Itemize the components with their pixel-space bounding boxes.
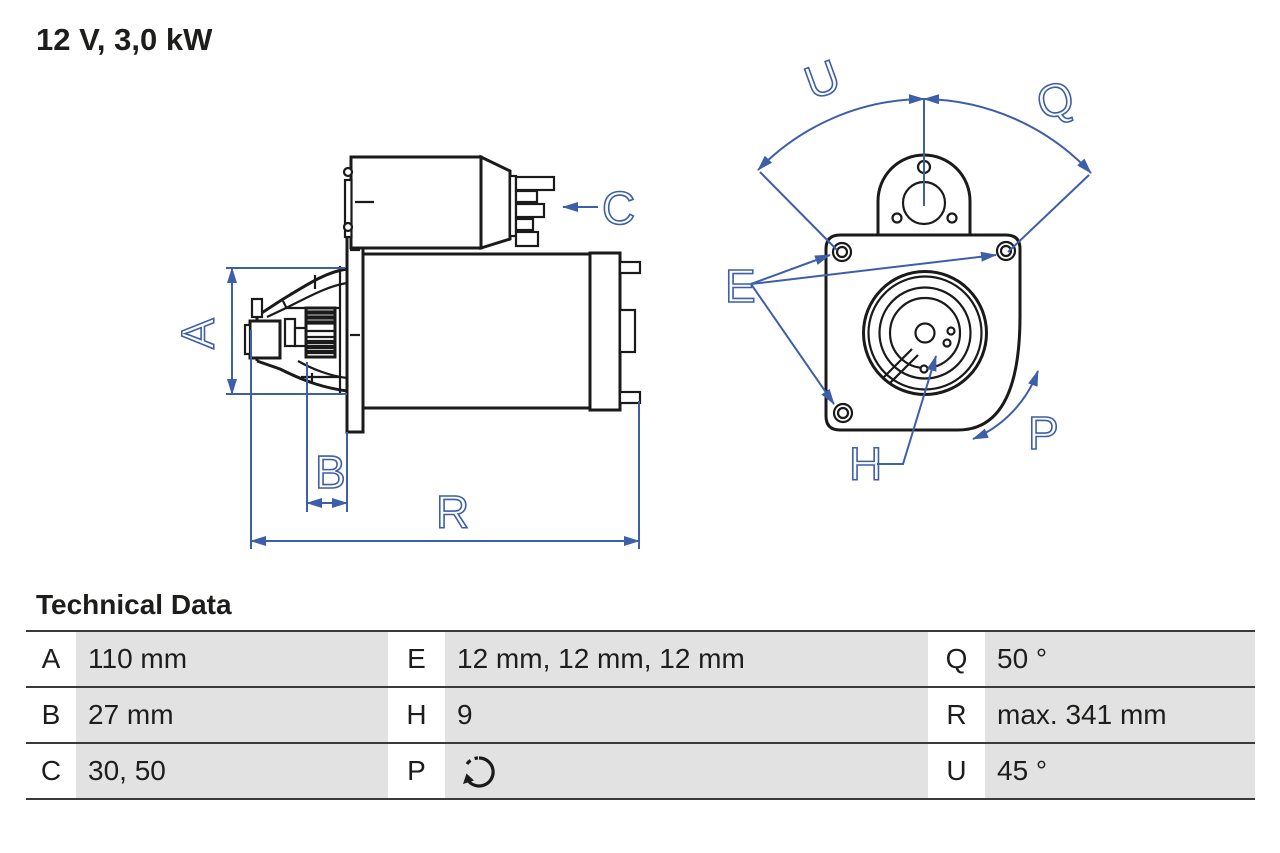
hole-label-e: E	[725, 260, 756, 312]
table-key-cell: E	[388, 632, 445, 688]
table-key-cell: C	[26, 744, 76, 800]
dimension-label-c: C	[602, 182, 636, 234]
end-cap	[590, 253, 620, 410]
dimension-label-a: A	[172, 318, 224, 349]
shaft-center-hole	[916, 324, 935, 343]
table-key-cell: H	[388, 688, 445, 744]
angle-arc-u	[758, 99, 924, 170]
flange-side	[347, 235, 363, 432]
pinion-gear	[306, 308, 335, 357]
table-key-cell: R	[928, 688, 985, 744]
front-view-drawing	[725, 49, 1091, 490]
angle-label-u: U	[797, 49, 847, 110]
angle-label-q: Q	[1031, 70, 1080, 130]
solenoid-terminals	[516, 177, 554, 246]
side-view-drawing	[172, 157, 640, 549]
table-value-cell: 110 mm	[76, 632, 388, 688]
table-key-cell: A	[26, 632, 76, 688]
table-value-cell: 45 °	[985, 744, 1255, 800]
page-title: 12 V, 3,0 kW	[36, 22, 213, 57]
table-key-cell: B	[26, 688, 76, 744]
table-heading: Technical Data	[36, 589, 232, 620]
bearing-block	[250, 321, 280, 358]
dimension-label-b: B	[315, 446, 346, 498]
table-key-cell: Q	[928, 632, 985, 688]
table-value-cell: 50 °	[985, 632, 1255, 688]
technical-data-table	[26, 630, 1255, 800]
spline-label-h: H	[849, 438, 883, 490]
table-value-cell-rotation	[445, 744, 928, 800]
table-value-cell: 27 mm	[76, 688, 388, 744]
motor-housing	[363, 254, 590, 408]
rotation-direction-icon	[457, 749, 501, 793]
shaft-stub	[245, 325, 250, 354]
rotation-label-p: P	[1028, 407, 1059, 459]
table-value-cell: max. 341 mm	[985, 688, 1255, 744]
drive-end	[245, 266, 347, 394]
table-value-cell: 9	[445, 688, 928, 744]
table-key-cell: P	[388, 744, 445, 800]
dimension-label-r: R	[436, 486, 470, 538]
table-value-cell: 12 mm, 12 mm, 12 mm	[445, 632, 928, 688]
table-key-cell: U	[928, 744, 985, 800]
table-value-cell: 30, 50	[76, 744, 388, 800]
